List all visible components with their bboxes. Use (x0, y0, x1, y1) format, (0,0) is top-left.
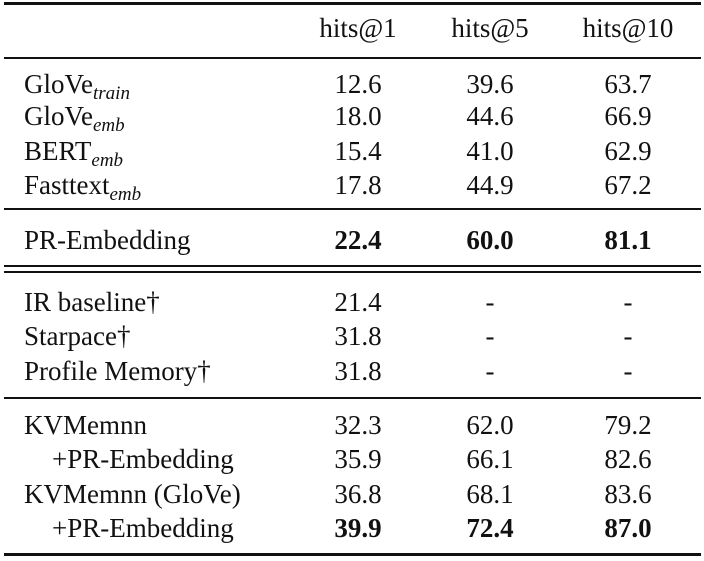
cell-hits5: 68.1 (466, 479, 514, 509)
table-row (0, 99, 704, 136)
cell-hits1: 22.4 (334, 225, 382, 255)
table-row (0, 511, 704, 545)
cell-hits1: 31.8 (334, 356, 382, 386)
row-name: Fasttext (24, 170, 110, 200)
bottom-rule (4, 553, 701, 556)
table-row (0, 319, 704, 353)
table-row (0, 285, 704, 319)
row-name: Profile Memory† (24, 356, 211, 386)
cell-hits10: 79.2 (604, 410, 652, 440)
cell-hits1: 21.4 (334, 287, 382, 317)
table-row (0, 477, 704, 511)
cell-hits10: 81.1 (604, 225, 652, 255)
row-label (24, 134, 124, 171)
cell-hits5: - (485, 356, 495, 386)
cell-hits1: 18.0 (334, 101, 382, 131)
cell-hits10: 62.9 (604, 136, 652, 166)
header-row (0, 11, 704, 45)
cell-hits5: 41.0 (466, 136, 514, 166)
cell-hits1: 32.3 (334, 410, 382, 440)
cell-hits10: 67.2 (604, 170, 652, 200)
cell-hits5: 39.6 (466, 69, 514, 99)
cell-hits5: 44.9 (466, 170, 514, 200)
table-row (0, 442, 704, 476)
cell-hits10: 87.0 (604, 513, 652, 543)
row-subscript: emb (93, 115, 125, 136)
cell-hits5: 62.0 (466, 410, 514, 440)
group-rule (4, 397, 701, 399)
table-row (0, 354, 704, 388)
cell-hits1: 39.9 (334, 513, 382, 543)
row-name: +PR-Embedding (52, 444, 234, 474)
row-name: PR-Embedding (24, 225, 191, 255)
cell-hits10: 66.9 (604, 101, 652, 131)
row-name: IR baseline† (24, 287, 160, 317)
table-row (0, 67, 704, 104)
cell-hits10: - (623, 321, 633, 351)
cell-hits10: 82.6 (604, 444, 652, 474)
header-hits1: hits@1 (319, 13, 397, 43)
header-hits5: hits@5 (451, 13, 529, 43)
cell-hits5: - (485, 321, 495, 351)
row-name: KVMemnn (24, 410, 147, 440)
row-subscript: emb (91, 150, 124, 171)
top-rule (4, 2, 701, 5)
cell-hits5: 60.0 (466, 225, 514, 255)
cell-hits1: 12.6 (334, 69, 382, 99)
cell-hits5: 66.1 (466, 444, 514, 474)
cell-hits5: 44.6 (466, 101, 514, 131)
row-label (24, 99, 125, 136)
cell-hits10: - (623, 356, 633, 386)
cell-hits1: 15.4 (334, 136, 382, 166)
cell-hits5: 72.4 (466, 513, 514, 543)
table-row (0, 223, 704, 257)
double-rule-top (4, 265, 701, 267)
header-rule (4, 57, 701, 59)
cell-hits5: - (485, 287, 495, 317)
table-row (0, 408, 704, 442)
row-name: BERT (24, 136, 92, 166)
row-subscript: train (93, 83, 130, 104)
table-row (0, 134, 704, 171)
cell-hits10: - (623, 287, 633, 317)
cell-hits1: 36.8 (334, 479, 382, 509)
row-label (24, 67, 130, 104)
cell-hits1: 35.9 (334, 444, 382, 474)
cell-hits1: 31.8 (334, 321, 382, 351)
group-rule (4, 208, 701, 210)
row-subscript: emb (109, 184, 142, 205)
row-name: GloVe (24, 101, 93, 131)
cell-hits1: 17.8 (334, 170, 382, 200)
cell-hits10: 63.7 (604, 69, 652, 99)
cell-hits10: 83.6 (604, 479, 652, 509)
table-row (0, 168, 704, 205)
row-name: GloVe (24, 69, 93, 99)
row-name: KVMemnn (GloVe) (24, 479, 241, 509)
header-hits10: hits@10 (582, 13, 674, 43)
row-name: +PR-Embedding (52, 513, 234, 543)
double-rule-bottom (4, 271, 701, 273)
row-name: Starpace† (24, 321, 131, 351)
row-label (24, 168, 142, 205)
